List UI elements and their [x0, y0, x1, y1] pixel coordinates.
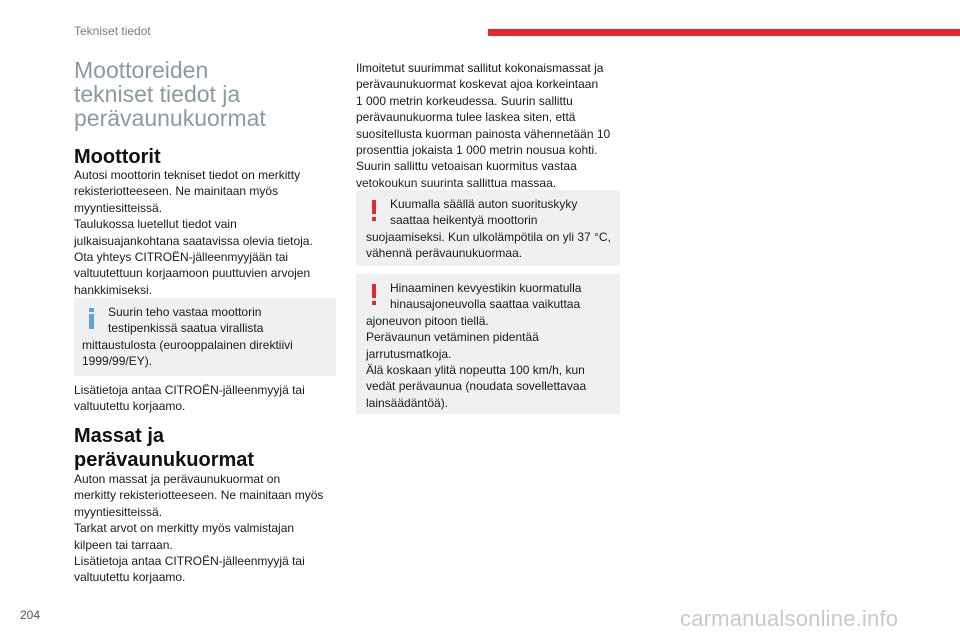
engines-more-info	[74, 382, 336, 415]
info-note-text	[82, 304, 334, 370]
text-line: valtuutettuun korjaamoon puuttuvien arvojen	[74, 266, 311, 281]
engines-heading: Moottorit	[74, 146, 161, 168]
text-line: mittaustulosta (eurooppalainen direktiivi	[82, 337, 293, 352]
masses-paragraph	[74, 471, 336, 586]
text-line: ajoneuvon pitoon tiellä.	[366, 313, 489, 328]
text-line: myyntiesitteissä.	[74, 200, 163, 215]
text-line: jarrutusmatkoja.	[366, 346, 452, 361]
info-note-box	[74, 298, 336, 376]
altitude-paragraph	[356, 60, 620, 191]
engines-paragraph	[74, 167, 336, 298]
text-line: suositellusta kuorman painosta vähennetään 10	[356, 126, 611, 141]
section-title-line-1: Moottoreiden	[74, 57, 209, 83]
text-line: Auton massat ja perävaunukuormat on	[74, 472, 281, 486]
section-title	[74, 58, 336, 130]
text-line: vedät perävaunua (noudata sovellettavaa	[366, 379, 587, 394]
text-line: merkitty rekisteriotteeseen. Ne mainitaan myös	[74, 488, 324, 503]
page-number: 204	[20, 608, 41, 622]
header-accent-bar	[488, 29, 960, 36]
text-line: Ilmoitetut suurimmat sallitut kokonaismassat ja	[356, 61, 604, 75]
text-line: lainsäädäntöä).	[366, 395, 449, 410]
text-line: rekisteriotteeseen. Ne mainitaan myös	[74, 184, 279, 199]
text-line: saattaa heikentyä moottorin	[390, 213, 538, 228]
text-line: Suurin sallittu vetoaisan kuormitus vastaa	[356, 159, 577, 174]
text-line: hankkimiseksi.	[74, 282, 153, 297]
text-line: prosenttia jokaista 1 000 metrin nousua kohti.	[356, 143, 598, 158]
text-line: suojaamiseksi. Kun ulkolämpötila on yli 37 °C,	[366, 229, 611, 244]
text-line: Lisätietoja antaa CITROËN-jälleenmyyjä tai	[74, 383, 305, 397]
hot-weather-warning-text	[366, 196, 618, 262]
text-line: Autosi moottorin tekniset tiedot on merkitty	[74, 168, 301, 182]
text-line: 1999/99/EY).	[82, 354, 153, 369]
text-line: Tarkat arvot on merkitty myös valmistajan	[74, 521, 295, 536]
text-line: Taulukossa luetellut tiedot vain	[74, 217, 237, 232]
masses-heading	[74, 424, 336, 472]
text-line: Perävaunun vetäminen pidentää	[366, 330, 539, 345]
text-line: vetokoukun suurinta sallittua massaa.	[356, 175, 557, 190]
text-line: Älä koskaan ylitä nopeutta 100 km/h, kun	[366, 363, 585, 378]
text-line: julkaisuajankohtana saatavissa olevia tietoja.	[74, 233, 313, 248]
text-line: hinausajoneuvolla saattaa vaikuttaa	[390, 297, 581, 312]
text-line: Kuumalla säällä auton suorituskyky	[390, 197, 578, 211]
towing-warning-text	[366, 280, 618, 411]
section-title-line-2: tekniset tiedot ja	[74, 81, 241, 107]
section-title-line-3: perävaunukuormat	[74, 105, 266, 131]
hot-weather-warning-box	[356, 190, 620, 266]
text-line: perävaunukuormat koskevat ajoa korkeintaan	[356, 77, 599, 92]
towing-warning-box	[356, 274, 620, 414]
text-line: valtuutettu korjaamo.	[74, 399, 186, 414]
text-line: kilpeen tai tarraan.	[74, 537, 173, 552]
text-line: valtuutettu korjaamo.	[74, 570, 186, 585]
text-line: Lisätietoja antaa CITROËN-jälleenmyyjä tai	[74, 554, 305, 569]
watermark: carmanualsonline.info	[680, 606, 899, 631]
masses-heading-line-2: perävaunukuormat	[74, 449, 255, 471]
text-line: Hinaaminen kevyestikin kuormatulla	[390, 281, 582, 295]
text-line: perävaunukuorma tulee laskea siten, että	[356, 110, 576, 125]
text-line: Suurin teho vastaa moottorin	[108, 305, 262, 319]
text-line: myyntiesitteissä.	[74, 504, 163, 519]
running-header: Tekniset tiedot	[74, 24, 151, 38]
text-line: vähennä perävaunukuormaa.	[366, 246, 523, 261]
text-line: testipenkissä saatua virallista	[108, 321, 264, 336]
text-line: Ota yhteys CITROËN-jälleenmyyjään tai	[74, 250, 289, 265]
text-line: 1 000 metrin korkeudessa. Suurin sallittu	[356, 93, 573, 108]
masses-heading-line-1: Massat ja	[74, 425, 165, 447]
